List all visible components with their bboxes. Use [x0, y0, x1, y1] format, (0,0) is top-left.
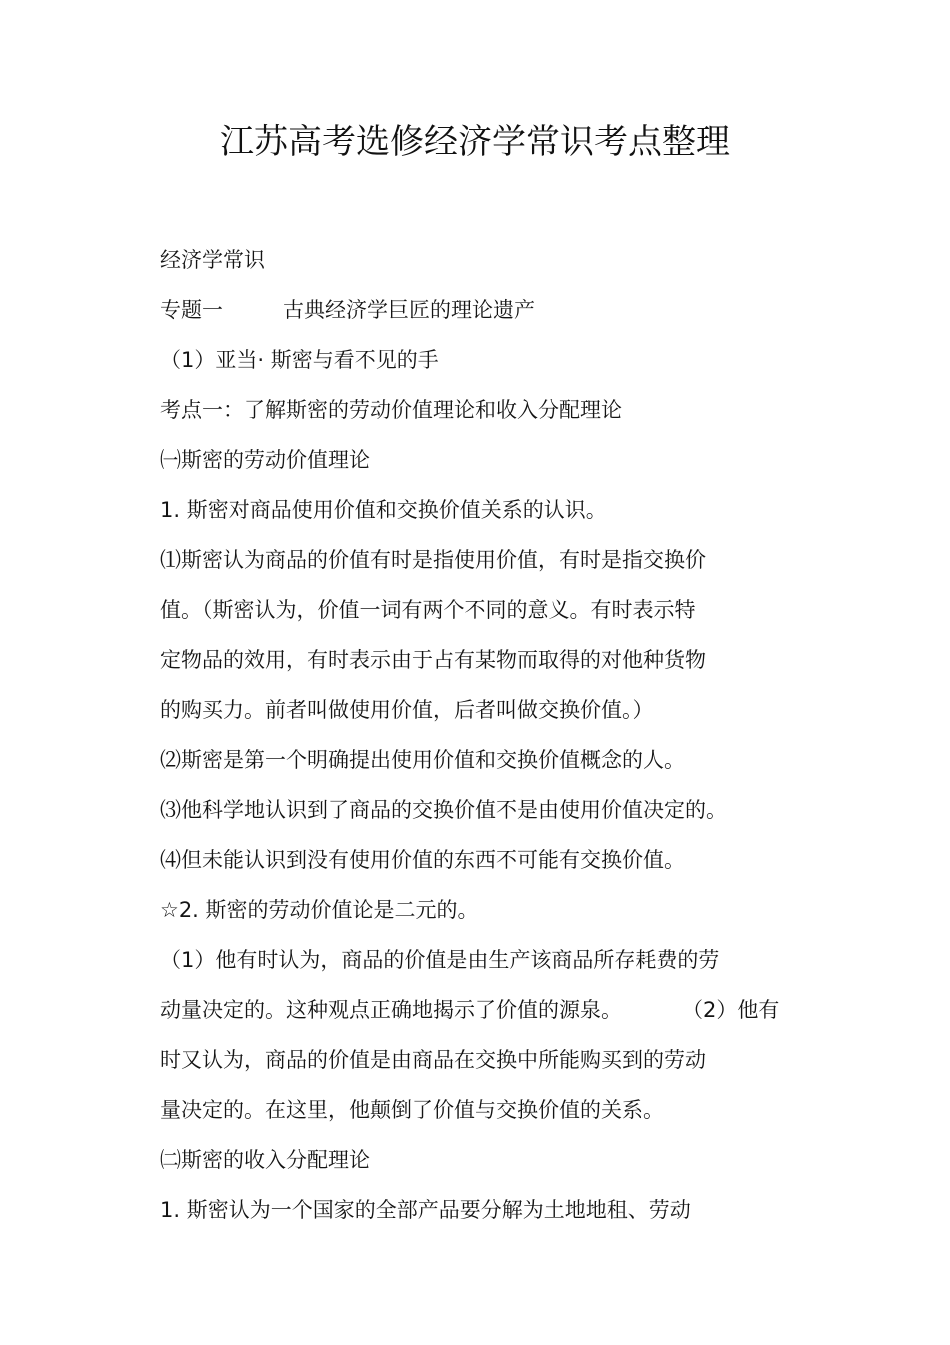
paragraph-line: 量决定的。在这里，他颠倒了价值与交换价值的关系。 [160, 1098, 664, 1122]
paragraph-line: 1. 斯密认为一个国家的全部产品要分解为土地地租、劳动 [160, 1198, 691, 1222]
paragraph-line: 的购买力。前者叫做使用价值，后者叫做交换价值。） [160, 698, 654, 722]
paragraph-line: （1）他有时认为，商品的价值是由生产该商品所存耗费的劳 [160, 948, 720, 972]
subtopic-heading: （1）亚当· 斯密与看不见的手 [160, 348, 439, 372]
paragraph-text: 动量决定的。这种观点正确地揭示了价值的源泉。 [160, 998, 622, 1022]
topic-number: 专题一 [160, 298, 223, 322]
topic-title: 古典经济学巨匠的理论遗产 [283, 298, 535, 322]
document-title: 江苏高考选修经济学常识考点整理 [220, 122, 730, 162]
paragraph-line: ⑷但未能认识到没有使用价值的东西不可能有交换价值。 [160, 848, 685, 872]
paragraph-line: ⑶他科学地认识到了商品的交换价值不是由使用价值决定的。 [160, 798, 727, 822]
subsection-heading: ㈠斯密的劳动价值理论 [160, 448, 370, 472]
paragraph-line: 值。（斯密认为，价值一词有两个不同的意义。有时表示特 [160, 598, 696, 622]
paragraph-line: ⑴斯密认为商品的价值有时是指使用价值，有时是指交换价 [160, 548, 706, 572]
section-heading: 经济学常识 [160, 248, 265, 272]
topic-heading [160, 295, 535, 325]
starred-point: ☆2. 斯密的劳动价值论是二元的。 [160, 898, 479, 922]
paragraph-text: （2）他有 [682, 998, 780, 1022]
subsection-heading: ㈡斯密的收入分配理论 [160, 1148, 370, 1172]
paragraph-line: ⑵斯密是第一个明确提出使用价值和交换价值概念的人。 [160, 748, 685, 772]
paragraph-line: 1. 斯密对商品使用价值和交换价值关系的认识。 [160, 498, 607, 522]
paragraph-line: 定物品的效用，有时表示由于占有某物而取得的对他种货物 [160, 648, 706, 672]
exam-point: 考点一：了解斯密的劳动价值理论和收入分配理论 [160, 398, 622, 422]
paragraph-line [160, 995, 779, 1025]
paragraph-line: 时又认为，商品的价值是由商品在交换中所能购买到的劳动 [160, 1048, 706, 1072]
